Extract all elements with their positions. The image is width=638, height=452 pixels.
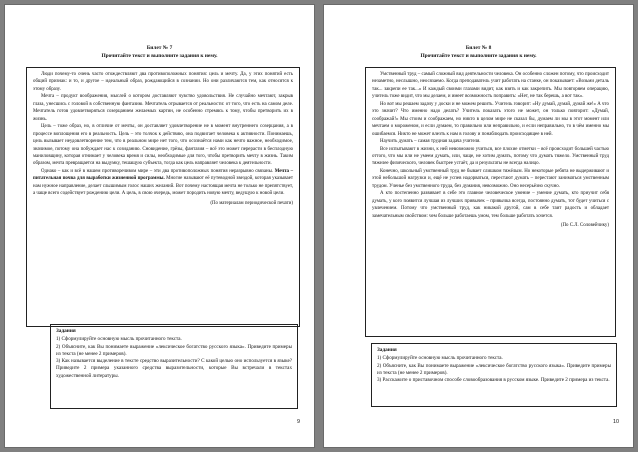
- text-paragraph: Но вот мы решаем задачу у доски и не можем решить. Учитель говорит: «Ну думай, думай, думай же!» А что это значит? Что именно надо делать? Учитель показать этого не может, он только повторит: «Думай, соображай!» Мы стоим и соображаем, но никто в целом мире не сказал бы, думаем ли мы в этот момент или мечтаем о мороженом, и если думаем, то правильно или неправильно, и если неправильно, то в чём именно мы ошибаемся. Никто не может влезть к нам в голову и понаблюдать происходящее в ней.: [372, 101, 609, 137]
- text-paragraph: Мечта – продукт воображения, мыслей о котором доставляют чувство удовольствия. Не случайно мечтают, закрыв глаза, унесшись с головой в собственную фантазию. Мечтатель отрывается от реальности: от того, что есть на самом деле. Мечтатель готов удовлетворяться созерцанием желаемых картин, не особенно стремясь к тому, чтобы претворить их в жизнь.: [33, 94, 293, 122]
- text-paragraph: Цель – тоже образ, но, в отличие от мечты, он доставляет удовлетворение не в момент внутреннего созерцания, а в процессе воплощения его в реальность. Цель – это толчок к действию, она подвигает человека к активности. Понимаешь, цель вызывает неудовлетворение тем, что в реальном мире нет того, что осознаётся нами как нечто важное, необходимое, значимое, потому она побуждает нас к созиданию. Сновидение, грёзы, фантазия – всё это может перерасти в бесплодную маниловщину, которая отнимает у человека время и силы, необходимые для того, чтобы претворить мечту в жизнь. Таким образом, мечта превращается на выдумку, тешащую субъекта, тогда как цель направляет человека к деятельности.: [33, 124, 293, 167]
- tasks-box: [371, 343, 617, 407]
- highlighted-sentence: Мечта – питательная почва для выработки жизненной программы.: [33, 168, 294, 182]
- task-item: 1) Сформулируйте основную мысль прочитанного текста.: [377, 355, 503, 362]
- ticket-instruction: Прочитайте текст и выполните задания к нему.: [101, 53, 218, 59]
- reading-text-box: [26, 67, 300, 327]
- text-paragraph: Люди почему-то очень часто отождествляют два противоположных понятия: цель и мечту. Да, у этих понятий есть общий признак: и то, и другое – идеальный образ, рождающийся в сознании. Но они различаются тем, как относятся к этому образу.: [33, 72, 293, 92]
- text-sentence: Многие называют её путеводной звездой, которая указывает нам нужное направление, делает слышимым голос наших желаний. Вот почему настоящая мечта не только не препятствует, а чаще всего содействует рождению цели. А цель, в свою очередь, может породить новую мечту, ведущую к новой цели.: [33, 176, 293, 197]
- task-item: 2) Объясните, как Вы понимаете выражение «лексическое богатство русского языка». Приведите примеры из текста (не менее 2 примеров).: [56, 343, 292, 357]
- task-item: 3) Как называется выделение в тексте средство выразительности? С какой целью оно используется в языке? Приведите 2 примера указанного средства выразительности, которые Вы встречали в текстах художественной литературы.: [56, 358, 292, 379]
- ticket-instruction: Прочитайте текст и выполните задания к нему.: [420, 53, 537, 59]
- page-number: 9: [297, 419, 300, 425]
- ticket-title: Билет № 7: [146, 45, 173, 51]
- text-paragraph: Научить думать – самая трудная задача учителя.: [380, 139, 481, 145]
- tasks-box: [50, 324, 298, 409]
- task-item: 3) Расскажите о приставочном способе словообразования в русском языке. Приведите 2 примера из текста.: [377, 377, 610, 384]
- text-paragraph: [33, 168, 293, 198]
- task-item: 2) Объясните, как Вы понимаете выражение «лексическое богатство русского языка». Приведите примеры из текста (не менее 2 примеров).: [377, 362, 611, 376]
- text-source: (По материалам периодической печати): [210, 200, 293, 206]
- text-paragraph: Конечно, школьный умственный труд не бывает слишком тяжёлым. Но некоторые ребята не выдерживают и этой небольшой нагрузки и, ещё не успев надорваться, перестают думать – перестают заниматься умственным трудом. Ученье без умственного труда, без думания, невозможно. Оно несерьёзно скучно.: [372, 168, 609, 189]
- document-page-left: [4, 4, 315, 448]
- reading-text-box: [365, 67, 616, 337]
- ticket-title: Билет № 8: [465, 45, 492, 51]
- tasks-heading: Задания: [56, 328, 76, 334]
- task-item: 1) Сформулируйте основную мысль прочитанного текста.: [56, 336, 182, 343]
- tasks-heading: Задания: [377, 347, 397, 353]
- text-paragraph: Все испытывают в жизни, к ней невозможно учиться, все плохие отметки – всё происходит большей частью оттого, что мы или не умеем думать, или, чаще, не хотим думать, потому что думать тяжело. Умственный труд тяжелее физического, человек быстрее устаёт, да и результаты не всегда налицо.: [372, 146, 609, 167]
- document-page-right: [323, 4, 634, 448]
- text-sentence: Однако – как и всё в нашем противоречивом мире – эти два противоположных понятия неразрывно связаны.: [41, 168, 274, 174]
- text-paragraph: А кто постепенно развивает в себе это главное человеческое умение – умение думать, кто приучит себя думать, у кого появится лучшая из лучших привычек – привычка всегда, постоянно думать, тот будет учиться с увлечением. Потому что умственный труд, как никакой другой, сам в себе таит радость и обладает замечательным свойством: чем больше работаешь умом, тем больше работать хочется.: [372, 191, 609, 219]
- text-source: (По С.Л. Соловейчику): [560, 223, 609, 229]
- page-number: 10: [613, 419, 619, 425]
- text-paragraph: Умственный труд – самый сложный вид деятельности человека. Он особенно сложен потому, что происходит незаметно, неслышно, неосязаемо. Когда преподаватель учит работать на станке, он показывает: «Возьми деталь так... закрепи ее так...» И каждый своими глазами видит, как взять и как закрепить. Мы повторяем операцию, учитель тоже видит, что мы делаем, и имеет возможность поправить: «Нет, не так берешь, а вот так».: [372, 72, 609, 100]
